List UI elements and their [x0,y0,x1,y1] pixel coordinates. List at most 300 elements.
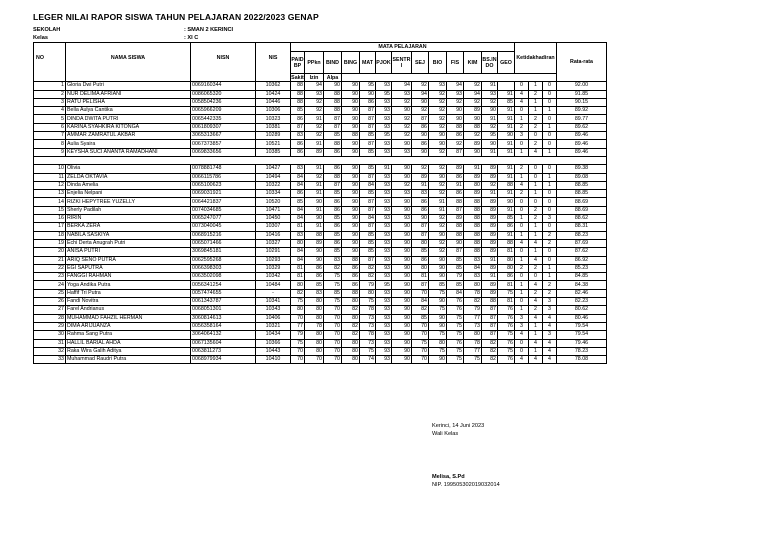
score-cell: 80 [464,181,482,189]
score-cell: 89 [482,281,498,289]
document-title: LEGER NILAI RAPOR SISWA TAHUN PELAJARAN 2022/2023 GENAP [33,12,319,22]
score-cell: 70 [412,356,429,364]
table-row [34,206,607,214]
score-cell: 92 [447,140,464,148]
student-average: 88.69 [557,198,607,206]
score-cell: 92 [305,123,324,131]
score-cell: 92 [392,115,412,123]
student-nis: 10362 [256,82,291,90]
score-cell: 91 [498,173,515,181]
score-cell: 92 [392,123,412,131]
score-cell: 88 [464,215,482,223]
student-average: 89.62 [557,123,607,131]
absence-sakit: 0 [515,107,529,115]
score-cell: 85 [429,281,447,289]
score-cell: 92 [447,98,464,106]
score-cell: 90 [429,256,447,264]
absence-alpa: 4 [543,314,557,322]
score-cell: 90 [305,248,324,256]
student-nisn: 0069160344 [191,82,256,90]
score-cell: 75 [291,298,305,306]
score-cell: 86 [324,198,342,206]
score-cell: 87 [482,331,498,339]
absence-alpa: 0 [543,98,557,106]
table-row [34,273,607,281]
absence-sakit: 0 [515,206,529,214]
score-cell: 73 [464,322,482,330]
score-cell: 90 [498,198,515,206]
score-cell: 86 [342,264,360,272]
score-cell: 70 [324,322,342,330]
student-nis: - [256,289,291,297]
student-average: 89.46 [557,140,607,148]
student-nisn: 0073040045 [191,223,256,231]
student-nisn: 0061809307 [191,123,256,131]
student-nis: 10307 [256,223,291,231]
table-row [34,132,607,140]
score-cell: 92 [429,215,447,223]
score-cell: 92 [429,181,447,189]
absence-izin: 0 [529,132,543,140]
score-cell: 81 [291,264,305,272]
student-nis: 10343 [256,306,291,314]
score-cell: 92 [429,123,447,131]
score-cell: 86 [291,140,305,148]
score-cell: 93 [376,273,392,281]
score-cell: 90 [392,347,412,355]
score-cell: 86 [305,264,324,272]
score-cell: 88 [291,82,305,90]
score-cell: 89 [482,206,498,214]
score-cell: 88 [464,123,482,131]
absence-izin: 1 [529,231,543,239]
score-cell: 84 [291,181,305,189]
absence-izin: 2 [529,123,543,131]
student-name: Enjelia Nelpani [66,190,191,198]
absence-izin: 4 [529,239,543,247]
absence-sakit: 4 [515,98,529,106]
score-cell: 92 [482,98,498,106]
student-name: RIRIN [66,215,191,223]
score-cell: 90 [447,107,464,115]
student-name: MUHAMMAD FAHZIL HERMAN [66,314,191,322]
absence-sakit: 2 [515,123,529,131]
score-cell: 93 [447,90,464,98]
score-cell: 90 [392,298,412,306]
score-cell: 91 [498,148,515,156]
student-no: 31 [34,339,66,347]
score-cell: 84 [291,248,305,256]
table-row [34,115,607,123]
score-cell: 90 [447,115,464,123]
score-cell: 84 [447,289,464,297]
score-cell: 83 [305,289,324,297]
score-cell: 88 [498,181,515,189]
score-cell: 82 [482,356,498,364]
score-cell: 93 [392,190,412,198]
score-cell: 93 [376,123,392,131]
student-name: KARINA SYAHKIRA KITONGA [66,123,191,131]
score-cell: 70 [324,347,342,355]
score-cell: 93 [392,215,412,223]
score-cell: 90 [342,248,360,256]
score-cell: 89 [482,264,498,272]
score-cell: 93 [392,148,412,156]
score-cell: 86 [447,132,464,140]
absence-sakit: 0 [515,198,529,206]
score-cell: 92 [392,181,412,189]
score-cell: 91 [376,165,392,173]
absence-sakit: 1 [515,173,529,181]
student-average: 88.85 [557,181,607,189]
score-cell: 80 [342,298,360,306]
score-cell: 90 [392,289,412,297]
student-average: 92.00 [557,82,607,90]
student-no: 19 [34,239,66,247]
score-cell: 88 [447,231,464,239]
student-average: 86.92 [557,256,607,264]
score-cell: 89 [482,173,498,181]
score-cell: 90 [392,231,412,239]
score-cell: 90 [305,256,324,264]
score-cell: 75 [447,322,464,330]
score-cell: 86 [360,98,376,106]
score-cell: 90 [482,140,498,148]
absence-sakit: 1 [515,115,529,123]
absence-alpa: 2 [543,281,557,289]
score-cell: 86 [324,206,342,214]
student-no: 6 [34,123,66,131]
table-row [34,90,607,98]
score-cell: 90 [429,231,447,239]
student-no: 27 [34,306,66,314]
score-cell: 70 [412,289,429,297]
score-cell: 91 [482,273,498,281]
row-gap [34,156,607,164]
score-cell: 87 [360,115,376,123]
score-cell: 86 [412,256,429,264]
header-absence: Izin [305,74,324,82]
table-row [34,140,607,148]
score-cell: 90 [392,248,412,256]
table-row [34,306,607,314]
student-name: RIZKI HEPYTREE YUZELLY [66,198,191,206]
student-no: 15 [34,206,66,214]
header-nis: NIS [256,43,291,82]
table-row [34,331,607,339]
score-cell: 89 [482,165,498,173]
score-cell: 75 [429,347,447,355]
score-cell: 90 [305,198,324,206]
score-cell: 75 [447,331,464,339]
absence-sakit: 0 [515,273,529,281]
student-average: 82.23 [557,298,607,306]
score-cell: 87 [360,198,376,206]
score-cell: 90 [392,140,412,148]
score-cell: 92 [412,165,429,173]
kelas-value: : XI C [184,35,199,41]
score-cell: 70 [291,314,305,322]
score-cell: 89 [464,173,482,181]
score-cell: 86 [342,281,360,289]
score-cell: 85 [291,107,305,115]
score-cell: 92 [464,98,482,106]
student-nisn: 3060814613 [191,314,256,322]
student-average: 88.69 [557,206,607,214]
student-nis: 10443 [256,347,291,355]
score-cell: 92 [429,98,447,106]
score-cell: 93 [376,356,392,364]
signature-role: Wali Kelas [432,431,459,437]
score-cell: 91 [305,165,324,173]
table-row [34,298,607,306]
student-nis: 10323 [256,115,291,123]
score-cell: 75 [447,356,464,364]
score-cell: 79 [360,281,376,289]
score-cell: 80 [291,281,305,289]
sekolah-label: SEKOLAH [33,27,61,33]
student-no: 11 [34,173,66,181]
score-cell: 93 [305,90,324,98]
absence-sakit: 1 [515,148,529,156]
score-cell: 70 [412,331,429,339]
score-cell: 86 [498,223,515,231]
student-nis: 10366 [256,339,291,347]
absence-sakit: 0 [515,347,529,355]
score-cell: 89 [482,223,498,231]
student-no: 17 [34,223,66,231]
score-cell: 90 [447,239,464,247]
student-nis: 10329 [256,264,291,272]
score-cell: 93 [376,322,392,330]
score-cell: 85 [360,239,376,247]
student-no: 16 [34,215,66,223]
student-nisn: 0066398303 [191,264,256,272]
absence-izin: 1 [529,322,543,330]
score-cell: 80 [305,314,324,322]
score-cell: 80 [412,264,429,272]
student-no: 33 [34,356,66,364]
score-cell: 80 [464,281,482,289]
score-cell: 88 [464,239,482,247]
score-cell: 88 [464,198,482,206]
score-cell: 80 [429,339,447,347]
table-row [34,123,607,131]
header-rata-rata: Rata-rata [557,43,607,82]
score-cell: 85 [291,198,305,206]
score-cell: 90 [429,322,447,330]
score-cell: 82 [360,264,376,272]
absence-izin: 4 [529,356,543,364]
header-subject: BIND [324,52,342,74]
absence-alpa: 1 [543,264,557,272]
absence-sakit: 4 [515,239,529,247]
absence-sakit: 1 [515,306,529,314]
score-cell: 89 [464,190,482,198]
student-no: 26 [34,298,66,306]
student-nis: 10521 [256,140,291,148]
absence-izin: 1 [529,347,543,355]
score-cell: 90 [429,173,447,181]
score-cell: 92 [482,181,498,189]
student-nis: 10446 [256,98,291,106]
score-cell: 93 [376,140,392,148]
absence-izin: 2 [529,115,543,123]
score-cell: 90 [342,115,360,123]
student-name: Sherly Padilah [66,206,191,214]
student-average: 78.23 [557,347,607,355]
absence-alpa: 0 [543,90,557,98]
student-average: 88.85 [557,190,607,198]
score-cell: 89 [482,248,498,256]
score-cell: 91 [482,190,498,198]
score-cell: 86 [324,223,342,231]
header-nama: NAMA SISWA [66,43,191,82]
student-nisn: 0061343787 [191,298,256,306]
absence-alpa: 4 [543,339,557,347]
score-cell: 90 [342,123,360,131]
score-cell: 90 [392,331,412,339]
score-cell: 76 [498,356,515,364]
student-no: 25 [34,289,66,297]
header-subject: BING [342,52,360,74]
absence-izin: 2 [529,206,543,214]
score-cell: 92 [305,132,324,140]
absence-izin: 2 [529,90,543,98]
score-cell: 85 [324,215,342,223]
student-average: 79.54 [557,322,607,330]
student-no: 28 [34,314,66,322]
absence-alpa: 3 [543,331,557,339]
absence-alpa: 0 [543,223,557,231]
student-average: 91.85 [557,90,607,98]
student-name: Olivia [66,165,191,173]
score-cell: 75 [324,298,342,306]
table-row [34,223,607,231]
score-cell: 75 [324,273,342,281]
student-nis: 10327 [256,239,291,247]
score-cell: 77 [464,314,482,322]
score-cell: 91 [498,107,515,115]
student-nisn: 3064064132 [191,331,256,339]
score-cell: 85 [360,132,376,140]
table-row [34,256,607,264]
score-cell: 77 [291,322,305,330]
student-name: Haffif Tri Putra [66,289,191,297]
student-name: Fandi Novitra [66,298,191,306]
student-name: Dinda Amelia [66,181,191,189]
score-cell: 93 [376,231,392,239]
table-row [34,231,607,239]
header-absence: Sakit [291,74,304,81]
score-cell: 87 [360,140,376,148]
absence-izin: 0 [529,273,543,281]
absence-izin: 4 [529,314,543,322]
score-cell: 91 [305,223,324,231]
score-cell: 93 [376,331,392,339]
score-cell: 82 [324,264,342,272]
header-subject: PJOK [376,52,392,74]
score-cell: 75 [291,339,305,347]
student-nisn: 0069833656 [191,148,256,156]
score-cell: 86 [305,273,324,281]
score-cell: 91 [498,206,515,214]
student-nisn: 0064421837 [191,198,256,206]
score-cell: 90 [392,107,412,115]
score-cell: 92 [429,190,447,198]
student-no: 4 [34,107,66,115]
student-no: 5 [34,115,66,123]
score-cell: 93 [376,248,392,256]
student-nis: 10427 [256,165,291,173]
score-cell: 92 [429,165,447,173]
score-cell: 80 [305,331,324,339]
score-cell: 86 [498,273,515,281]
header-nisn: NISN [191,43,256,82]
absence-izin: 1 [529,248,543,256]
score-cell: 85 [498,98,515,106]
table-row [34,281,607,289]
student-name: NABILA SASKIYA [66,231,191,239]
score-cell: 82 [342,322,360,330]
score-cell: 94 [412,90,429,98]
header-subject: SEJ [412,52,429,74]
score-cell: 76 [447,339,464,347]
score-cell: 90 [392,223,412,231]
score-cell: 75 [447,314,464,322]
student-average: 82.46 [557,289,607,297]
absence-izin: 1 [529,98,543,106]
score-cell: 93 [376,173,392,181]
score-cell: 83 [324,256,342,264]
score-cell: 87 [360,206,376,214]
absence-sakit: 1 [515,231,529,239]
score-cell: 75 [429,306,447,314]
score-cell: 83 [412,190,429,198]
score-cell: 81 [412,273,429,281]
score-cell: 86 [324,165,342,173]
score-cell: 86 [412,206,429,214]
score-cell: 91 [498,140,515,148]
student-nis: 10484 [256,281,291,289]
student-average: 89.92 [557,107,607,115]
score-cell: 87 [291,123,305,131]
student-name: Raka Wira Galih Aditya [66,347,191,355]
score-cell: 91 [305,181,324,189]
absence-alpa: 0 [543,115,557,123]
score-cell: 82 [360,273,376,281]
score-cell: 91 [305,140,324,148]
score-cell: 92 [392,98,412,106]
score-cell: 90 [342,198,360,206]
score-cell: 93 [376,339,392,347]
score-cell: 85 [324,231,342,239]
score-cell: 84 [464,264,482,272]
sekolah-row [33,27,234,33]
score-cell: 90 [429,140,447,148]
score-cell: 80 [342,339,360,347]
absence-alpa: 3 [543,215,557,223]
student-nisn: 0056358164 [191,322,256,330]
score-cell: 90 [342,173,360,181]
absence-izin: 1 [529,107,543,115]
score-cell: 89 [482,198,498,206]
score-cell: 90 [464,148,482,156]
score-cell: 82 [482,347,498,355]
score-cell: 88 [464,231,482,239]
student-nisn: 0074034685 [191,206,256,214]
score-cell: 86 [447,190,464,198]
